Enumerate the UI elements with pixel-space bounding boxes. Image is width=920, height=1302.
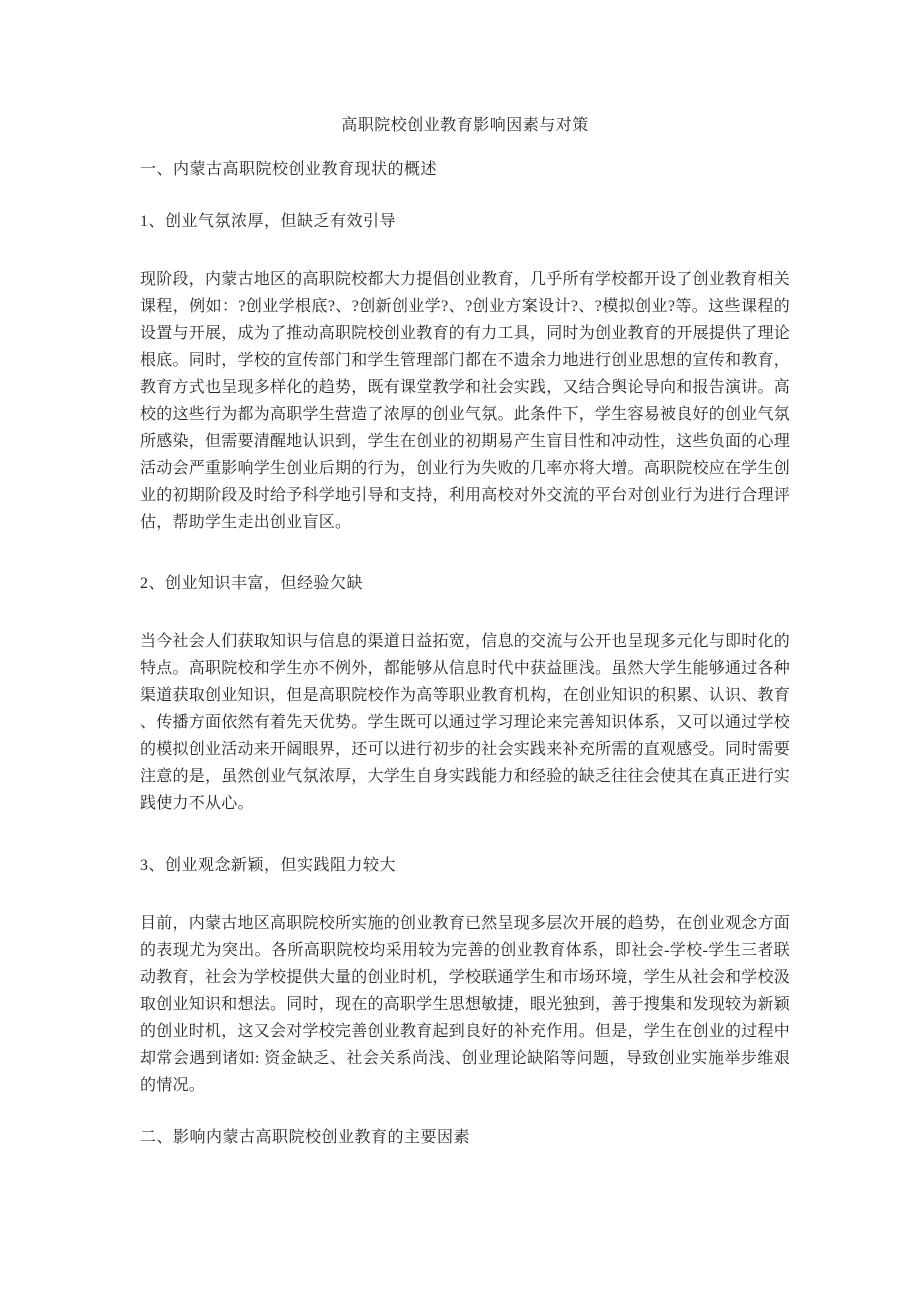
subsection-2-heading: 2、创业知识丰富，但经验欠缺 [140,575,364,592]
subsection-1-paragraph: 现阶段，内蒙古地区的高职院校都大力提倡创业教育，几乎所有学校都开设了创业教育相关课程，例如：?创业学根底?、?创新创业学?、?创业方案设计?、?模拟创业?等。这些课程的设置与开展，成为了推动高职院校创业教育的有力工具，同时为创业教育的开展提供了理论根底。同时，学校的宣传部门和学生管理部门都在不遗余力地进行创业思想的宣传和教育，教育方式也呈现多样化的趋势，既有课堂教学和社会实践，又结合舆论导向和报告演讲。高校的这些行为都为高职学生营造了浓厚的创业气氛。此条件下，学生容易被良好的创业气氛所感染，但需要清醒地认识到，学生在创业的初期易产生盲目性和冲动性，这些负面的心理活动会严重影响学生创业后期的行为，创业行为失败的几率亦将大增。高职院校应在学生创业的初期阶段及时给予科学地引导和支持，利用高校对外交流的平台对创业行为进行合理评估，帮助学生走出创业盲区。 [140,271,791,531]
section-1-heading: 一、内蒙古高职院校创业教育现状的概述 [140,161,438,178]
subsection-3-heading: 3、创业观念新颖，但实践阻力较大 [140,857,397,874]
subsection-1-heading: 1、创业气氛浓厚，但缺乏有效引导 [140,213,397,230]
subsection-2-paragraph: 当今社会人们获取知识与信息的渠道日益拓宽，信息的交流与公开也呈现多元化与即时化的特点。高职院校和学生亦不例外，都能够从信息时代中获益匪浅。虽然大学生能够通过各种渠道获取创业知识，但是高职院校作为高等职业教育机构，在创业知识的积累、认识、教育、传播方面依然有着先天优势。学生既可以通过学习理论来完善知识体系，又可以通过学校的模拟创业活动来开阔眼界，还可以进行初步的社会实践来补充所需的直观感受。同时需要注意的是，虽然创业气氛浓厚，大学生自身实践能力和经验的缺乏往往会使其在真正进行实践使力不从心。 [140,633,791,812]
document-title: 高职院校创业教育影响因素与对策 [341,117,589,134]
subsection-3-paragraph: 目前，内蒙古地区高职院校所实施的创业教育已然呈现多层次开展的趋势，在创业观念方面的表现尤为突出。各所高职院校均采用较为完善的创业教育体系，即社会-学校-学生三者联动教育，社会为学校提供大量的创业时机，学校联通学生和市场环境，学生从社会和学校汲取创业知识和想法。同时，现在的高职学生思想敏捷，眼光独到，善于搜集和发现较为新颖的创业时机，这又会对学校完善创业教育起到良好的补充作用。但是，学生在创业的过程中却常会遇到诸如: 资金缺乏、社会关系尚浅、创业理论缺陷等问题，导致创业实施举步维艰的情况。 [140,915,791,1094]
section-2-heading: 二、影响内蒙古高职院校创业教育的主要因素 [140,1129,471,1146]
